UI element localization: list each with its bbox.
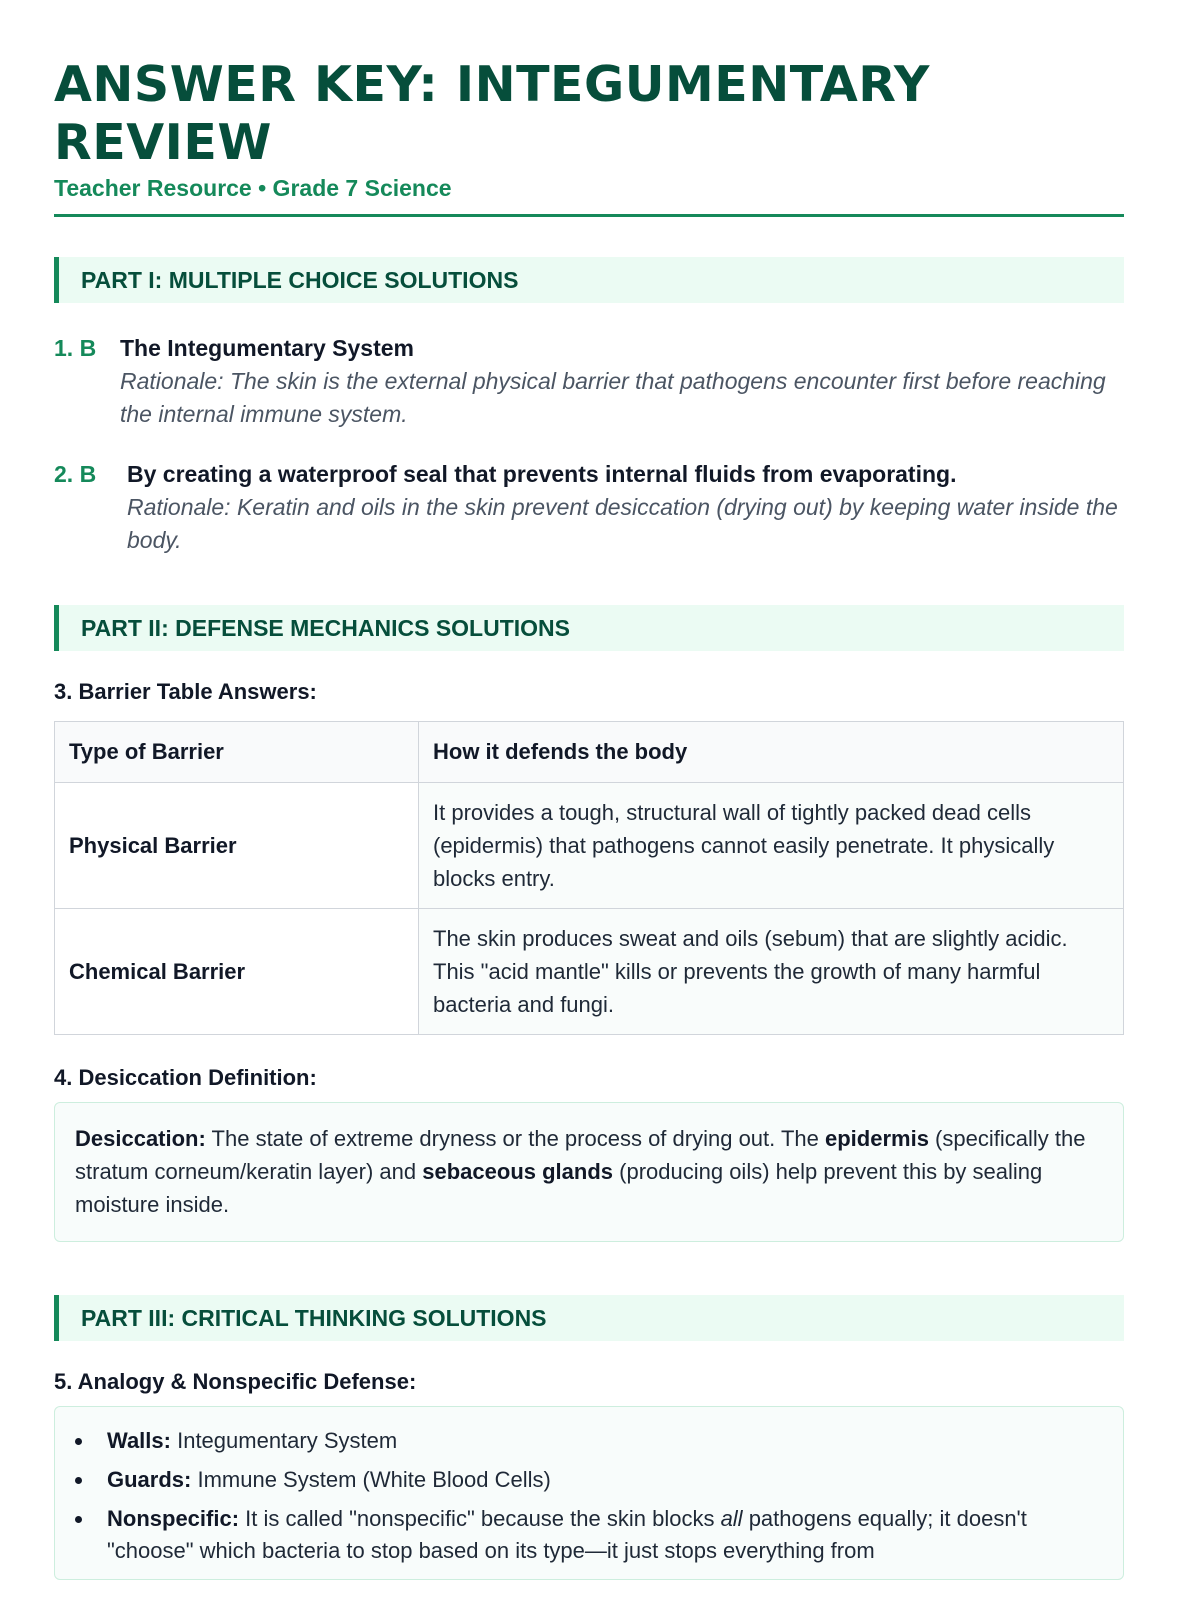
question-label: 5. Analogy & Nonspecific Defense: — [54, 1369, 417, 1394]
subtitle: Teacher Resource • Grade 7 Science — [54, 175, 452, 201]
section-heading-part1: PART I: MULTIPLE CHOICE SOLUTIONS — [54, 257, 1124, 303]
answer-number: 1. B — [54, 335, 97, 361]
rationale: Rationale: Keratin and oils in the skin prevent desiccation (drying out) by keeping water inside the body. — [127, 494, 1118, 553]
table-header-row — [55, 722, 1124, 783]
title-line-1: ANSWER KEY: INTEGUMENTARY — [54, 56, 930, 113]
table-row — [55, 909, 1124, 1035]
definition-box — [54, 1102, 1124, 1242]
section-heading-part3: PART III: CRITICAL THINKING SOLUTIONS — [54, 1295, 1124, 1341]
bullet-text: pathogens equally; it doesn't "choose" which bacteria to stop based on its type—it just stops everything from — [107, 1506, 1027, 1563]
question-label: 3. Barrier Table Answers: — [54, 679, 317, 704]
bullet-text: Immune System (White Blood Cells) — [191, 1467, 551, 1492]
list-item — [75, 1503, 1103, 1567]
barrier-table — [54, 721, 1124, 1035]
section-heading-part2: PART II: DEFENSE MECHANICS SOLUTIONS — [54, 605, 1124, 651]
answer-key-document — [54, 56, 1124, 1580]
list-item — [75, 1464, 1103, 1496]
definition-text: (specifically the stratum corneum/keratin layer) and — [75, 1126, 1086, 1184]
bullet-term: Walls: — [107, 1428, 171, 1453]
bullet-icon — [75, 1477, 82, 1484]
column-header: How it defends the body — [419, 722, 1124, 783]
answer-text: The Integumentary System — [120, 335, 414, 361]
definition-text: (producing oils) help prevent this by sealing moisture inside. — [75, 1159, 1043, 1217]
bullet-icon — [75, 1516, 82, 1523]
definition-keyword: epidermis — [825, 1126, 929, 1151]
bullet-icon — [75, 1438, 82, 1445]
bullet-term: Nonspecific: — [107, 1506, 240, 1531]
definition-term: Desiccation: — [75, 1126, 206, 1151]
page-title — [54, 56, 1124, 172]
question-label: 4. Desiccation Definition: — [54, 1065, 317, 1090]
analogy-list — [75, 1425, 1103, 1567]
mc-item — [54, 331, 1124, 431]
column-header: Type of Barrier — [55, 722, 419, 783]
bullet-emphasis: all — [720, 1506, 743, 1531]
barrier-description: It provides a tough, structural wall of tightly packed dead cells (epidermis) that pathogens cannot easily penetrate. It physically blocks entry. — [419, 783, 1124, 909]
barrier-type: Chemical Barrier — [55, 909, 419, 1035]
answer-number: 2. B — [54, 461, 97, 487]
answer-text: By creating a waterproof seal that prevents internal fluids from evaporating. — [127, 461, 957, 487]
list-item — [75, 1425, 1103, 1457]
barrier-description: The skin produces sweat and oils (sebum) that are slightly acidic. This "acid mantle" kills or prevents the growth of many harmful bacteria and fungi. — [419, 909, 1124, 1035]
rationale: Rationale: The skin is the external physical barrier that pathogens encounter first before reaching the internal immune system. — [120, 368, 1106, 427]
bullet-term: Guards: — [107, 1467, 192, 1492]
mc-item — [54, 457, 1124, 557]
analogy-box — [54, 1406, 1124, 1580]
bullet-text: Integumentary System — [170, 1428, 398, 1453]
definition-text: The state of extreme dryness or the process of drying out. The — [205, 1126, 825, 1151]
table-row — [55, 783, 1124, 909]
barrier-type: Physical Barrier — [55, 783, 419, 909]
title-line-2: REVIEW — [54, 114, 272, 171]
definition-keyword: sebaceous glands — [422, 1159, 614, 1184]
header-divider — [54, 214, 1124, 217]
bullet-text: It is called "nonspecific" because the skin blocks — [239, 1506, 721, 1531]
